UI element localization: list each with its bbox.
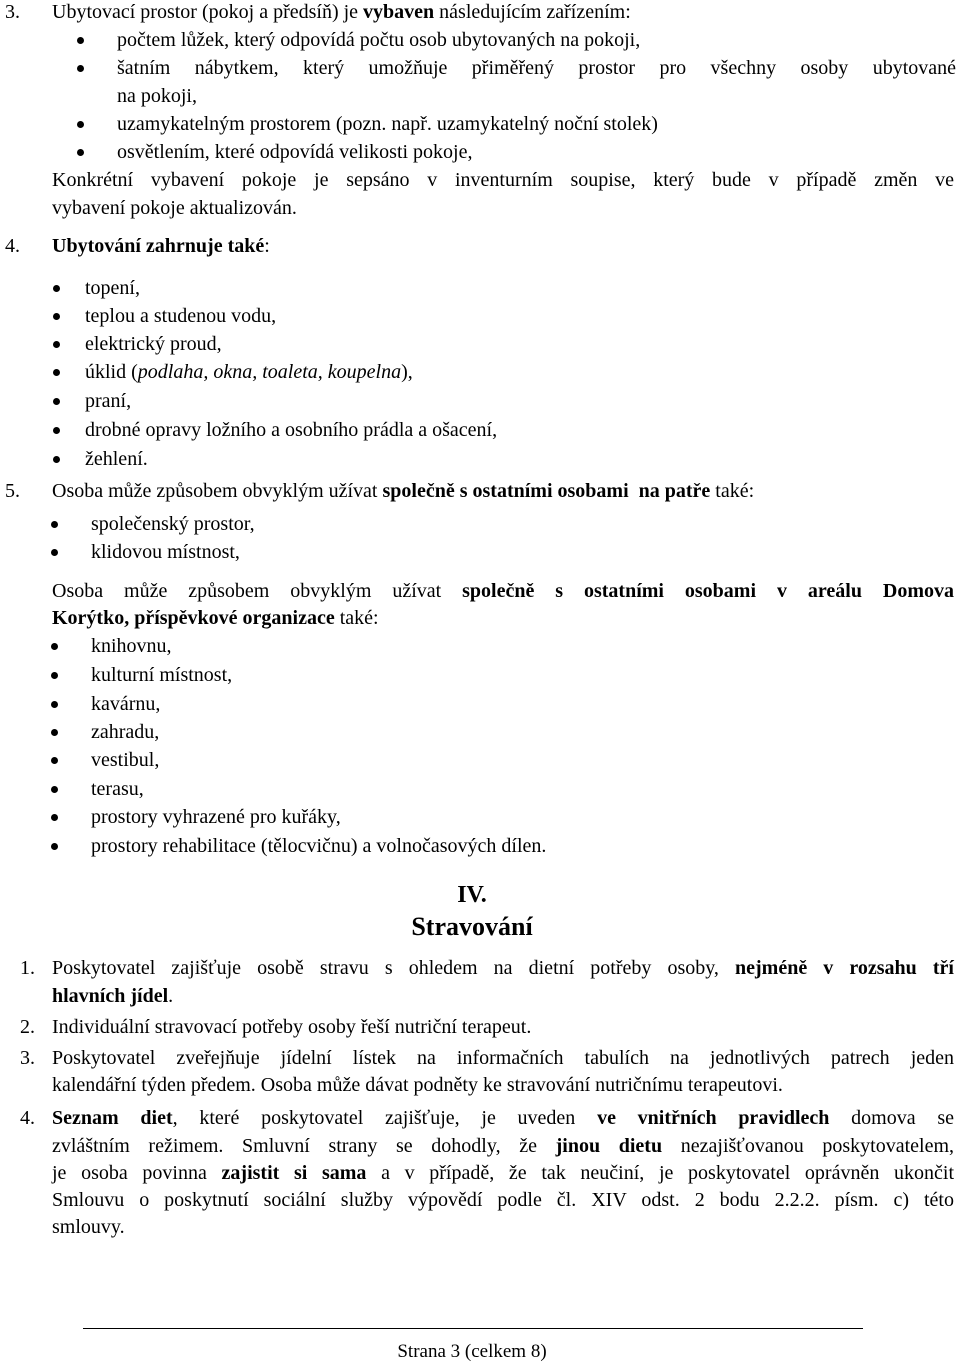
bullet-icon (51, 701, 58, 708)
list-item: drobné opravy ložního a osobního prádla a ošacení, (85, 416, 497, 444)
item-number: 3. (20, 1047, 35, 1069)
bullet-icon (51, 814, 58, 821)
page-footer: Strana 3 (celkem 8) (397, 1341, 547, 1362)
paragraph-line: vybavení pokoje aktualizován. (52, 197, 297, 219)
list-item: teplou a studenou vodu, (85, 302, 276, 330)
bullet-icon (51, 843, 58, 850)
list-item: zahradu, (91, 718, 159, 746)
bullet-icon (77, 37, 84, 44)
bullet-icon (51, 549, 58, 556)
list-item: společenský prostor, (91, 510, 255, 538)
list-item: prostory vyhrazené pro kuřáky, (91, 803, 341, 831)
bullet-icon (51, 643, 58, 650)
list-item: elektrický proud, (85, 330, 222, 358)
list-item: klidovou místnost, (91, 538, 240, 566)
list-item: terasu, (91, 775, 144, 803)
paragraph-line: smlouvy. (52, 1216, 125, 1238)
section-number: IV. (457, 882, 487, 908)
item-number: 1. (20, 957, 35, 979)
bullet-icon (53, 369, 60, 376)
list-item: šatním nábytkem, který umožňuje přiměřený prostor pro všechny osoby ubytované (117, 54, 956, 82)
section-title: Stravování (411, 912, 533, 941)
bullet-icon (53, 427, 60, 434)
list-item: vestibul, (91, 746, 159, 774)
item-number: 4. (5, 235, 20, 257)
item-number: 2. (20, 1016, 35, 1038)
bullet-icon (51, 672, 58, 679)
paragraph-line: Poskytovatel zajišťuje osobě stravu s ohledem na dietní potřeby osoby, nejméně v rozsahu tří (52, 957, 954, 979)
bullet-icon (51, 786, 58, 793)
paragraph-line: Individuální stravovací potřeby osoby řeší nutriční terapeut. (52, 1016, 532, 1038)
bullet-icon (53, 285, 60, 292)
item-number: 5. (5, 480, 20, 502)
list-item: osvětlením, které odpovídá velikosti pokoje, (117, 138, 473, 166)
paragraph-line: Korýtko, příspěvkové organizace také: (52, 607, 379, 629)
list-item: úklid (podlaha, okna, toaleta, koupelna), (85, 358, 413, 386)
list-item: topení, (85, 274, 140, 302)
paragraph-line: Poskytovatel zveřejňuje jídelní lístek na informačních tabulích na jednotlivých patrech jeden (52, 1047, 954, 1069)
list-item-continuation: na pokoji, (117, 85, 197, 107)
bullet-icon (53, 341, 60, 348)
list-item: žehlení. (85, 445, 148, 473)
footer-divider (83, 1328, 863, 1329)
bullet-icon (53, 313, 60, 320)
bullet-icon (53, 398, 60, 405)
item-number: 3. (5, 1, 20, 23)
paragraph: Ubytovací prostor (pokoj a předsíň) je vybaven následujícím zařízením: (52, 1, 631, 23)
paragraph-line: je osoba povinna zajistit si sama a v případě, že tak neučiní, je poskytovatel oprávněn ukončit (52, 1162, 954, 1184)
bullet-icon (53, 456, 60, 463)
paragraph-line: hlavních jídel. (52, 985, 174, 1007)
paragraph-line: Smlouvu o poskytnutí sociální služby výpovědí podle čl. XIV odst. 2 bodu 2.2.2. písm. c) této (52, 1189, 954, 1211)
list-item: uzamykatelným prostorem (pozn. např. uzamykatelný noční stolek) (117, 110, 658, 138)
paragraph-line: Seznam diet, které poskytovatel zajišťuje, je uveden ve vnitřních pravidlech domova se (52, 1107, 955, 1129)
list-item: knihovnu, (91, 632, 172, 660)
list-item: prostory rehabilitace (tělocvičnu) a volnočasových dílen. (91, 832, 546, 860)
paragraph-line: Osoba může způsobem obvyklým užívat společně s ostatními osobami v areálu Domova (52, 580, 954, 602)
bullet-icon (77, 121, 84, 128)
paragraph: Osoba může způsobem obvyklým užívat společně s ostatními osobami na patře také: (52, 480, 755, 502)
paragraph-line: zvláštním režimem. Smluvní strany se dohodly, že jinou dietu nezajišťovanou poskytovatelem, (52, 1135, 955, 1157)
paragraph: Ubytování zahrnuje také: (52, 235, 270, 257)
list-item: kavárnu, (91, 690, 160, 718)
list-item: praní, (85, 387, 131, 415)
list-item: kulturní místnost, (91, 661, 232, 689)
bullet-icon (51, 757, 58, 764)
bullet-icon (77, 65, 84, 72)
paragraph-line: kalendářní týden předem. Osoba může dávat podněty ke stravování nutričnímu terapeutovi. (52, 1074, 783, 1096)
bullet-icon (51, 729, 58, 736)
item-number: 4. (20, 1107, 35, 1129)
bullet-icon (77, 149, 84, 156)
bullet-icon (51, 521, 58, 528)
paragraph-line: Konkrétní vybavení pokoje je sepsáno v inventurním soupise, který bude v případě změn ve (52, 169, 954, 191)
list-item: počtem lůžek, který odpovídá počtu osob ubytovaných na pokoji, (117, 26, 640, 54)
